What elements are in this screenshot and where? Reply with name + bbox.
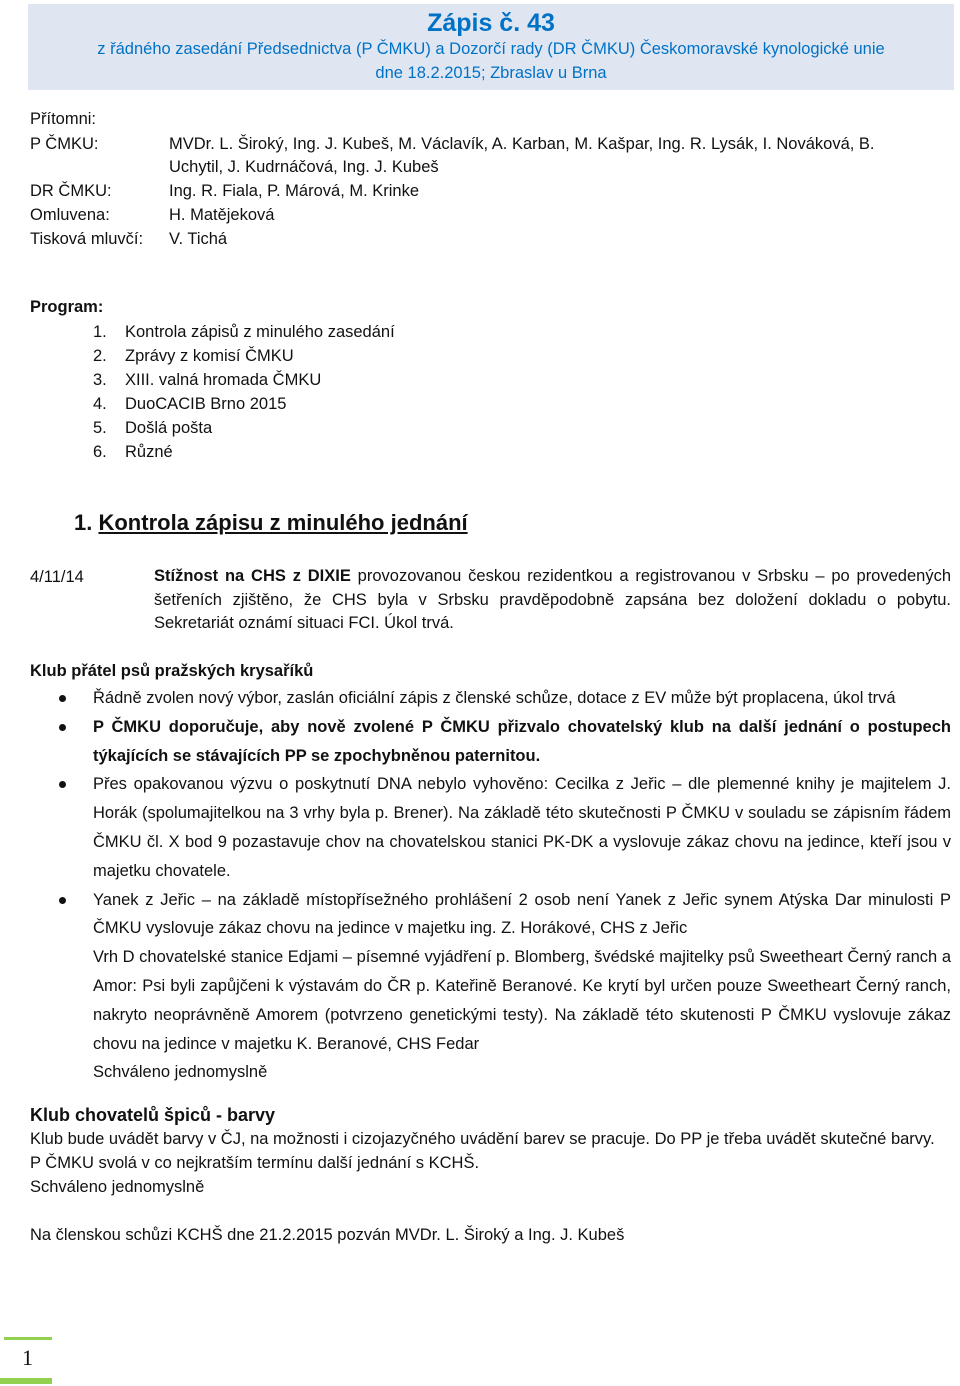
program-item-num: 5. [93,419,107,437]
document-subtitle-line2: dne 18.2.2015; Zbraslav u Brna [375,64,607,82]
attendance-value-p-cmku-line2: Uchytil, J. Kudrnáčová, Ing. J. Kubeš [169,158,439,176]
list-item [93,886,951,944]
program-item-num: 3. [93,371,107,389]
program-item [93,392,395,416]
bullet-text: P ČMKU doporučuje, aby nově zvolené P ČMKU přizvalo chovatelský klub na další jednání o postupech týkajících se stávajících PP se zpochybněnou paternitou. [93,717,951,765]
attendance-label-p-cmku: P ČMKU: [30,135,99,153]
program-item-num: 1. [93,323,107,341]
attendance-label-excused: Omluvena: [30,206,110,224]
section-heading [74,510,468,536]
attendance-value-dr-cmku: Ing. R. Fiala, P. Márová, M. Krinke [169,182,420,200]
attendance-value-excused: H. Matějeková [169,206,275,224]
program-item-text: Zprávy z komisí ČMKU [125,347,294,365]
club2-paragraph-3: Na členskou schůzi KCHŠ dne 21.2.2015 pozván MVDr. L. Široký a Ing. J. Kubeš [30,1226,625,1244]
club1-title: Klub přátel psů pražských krysaříků [30,662,314,680]
program-item-text: Došlá pošta [125,419,213,437]
bullet-dot-icon [59,897,66,904]
program-title: Program: [30,298,104,316]
bullet-text: Přes opakovanou výzvu o poskytnutí DNA nebylo vyhověno: Cecilka z Jeřic – dle plemenné knihy je majitelem J. Horák (spolumajitelkou na 3 vrhy byla p. Brener). Na základě této skutečnosti P ČMKU v souladu se zápisním řádem ČMKU čl. X bod 9 pozastavuje chov na chovatelskou stanici PK-DK a vyslovuje zákaz chovu na jedince, kteří jsou v majetku chovatele. [93,775,951,880]
club2-paragraph-2: P ČMKU svolá v co nejkratším termínu další jednání s KCHŠ. [30,1154,480,1172]
attendance-label-dr-cmku: DR ČMKU: [30,182,112,200]
document-header [28,4,954,90]
item-text [154,565,951,636]
spacer [30,1199,951,1223]
bullet-text: Řádně zvolen nový výbor, zaslán oficiální zápis z členské schůze, dotace z EV může být proplacena, úkol trvá [93,689,896,707]
attendance-value-press: V. Tichá [169,230,228,248]
attendance-value-p-cmku-line1: MVDr. L. Široký, Ing. J. Kubeš, M. Václavík, A. Karban, M. Kašpar, Ing. R. Lysák, I. Nováková, B. [169,135,875,153]
footer-accent-bar [0,1378,52,1384]
page-number: 1 [22,1345,33,1370]
attendance-heading: Přítomni: [30,110,97,128]
program-item [93,440,395,464]
program-item [93,416,395,440]
list-item [93,770,951,885]
program-list [93,320,395,464]
bullet-dot-icon [59,695,66,702]
program-item-text: XIII. valná hromada ČMKU [125,371,322,389]
club1-bullet-list [93,684,951,1087]
document-subtitle-line1: z řádného zasedání Předsednictva (P ČMKU) a Dozorčí rady (DR ČMKU) Českomoravské kynologické unie [97,40,885,58]
program-item-text: Různé [125,443,173,461]
section-number: 1. [74,510,93,535]
list-item [93,684,951,713]
program-item-text: Kontrola zápisů z minulého zasedání [125,323,395,341]
bullet-dot-icon [59,781,66,788]
item-code: 4/11/14 [30,568,84,586]
club2-paragraph-1: Klub bude uvádět barvy v ČJ, na možnosti i cizojazyčného uvádění barev se pracuje. Do PP je třeba uvádět skutečné barvy. [30,1130,935,1148]
attendance-label-press: Tisková mluvčí: [30,230,144,248]
list-item [93,713,951,771]
section-title: Kontrola zápisu z minulého jednání [98,510,468,535]
club2-block [30,1103,951,1247]
program-item-text: DuoCACIB Brno 2015 [125,395,287,413]
bullet-text: Yanek z Jeřic – na základě místopřísežného prohlášení 2 osob není Yanek z Jeřic synem Atýska Dar minulosti P ČMKU vyslovuje zákaz chovu na jedince v majetku ing. Z. Horákové, CHS z Jeřic [93,890,951,938]
item-text-body: provozovanou českou rezidentkou a registrovanou v Srbsku – po provedených šetřeních zjištěno, že CHS byla v Srbsku pravděpodobně zapsána bez doložení dokladu o pobytu. Sekretariát oznámí situaci FCI. Úkol trvá. [154,567,951,632]
program-item-num: 6. [93,443,107,461]
club2-title: Klub chovatelů špiců - barvy [30,1105,276,1125]
bullet-dot-icon [59,724,66,731]
program-item-num: 4. [93,395,107,413]
footer-accent-top [4,1337,52,1340]
item-text-lead: Stížnost na CHS z DIXIE [154,567,351,585]
club2-approved: Schváleno jednomyslně [30,1178,205,1196]
program-item [93,320,395,344]
document-title: Zápis č. 43 [427,9,555,37]
program-item [93,368,395,392]
program-item-num: 2. [93,347,107,365]
program-item [93,344,395,368]
club1-approved: Schváleno jednomyslně [93,1063,268,1082]
club1-paragraph: Vrh D chovatelské stanice Edjami – písemné vyjádření p. Blomberg, švédské majitelky psů Sweetheart Černý ranch a Amor: Psi byli zapůjčeni k výstavám do ČR p. Kateřině Beranové. Ke krytí byl určen pouze Sweetheart Černý ranch, nakryto neoprávněně Amorem (potvrzeno genetickými testy). Na základě této skutenosti P ČMKU vyslovuje zákaz chovu na jedince v majetku K. Beranové, CHS Fedar [93,948,951,1053]
